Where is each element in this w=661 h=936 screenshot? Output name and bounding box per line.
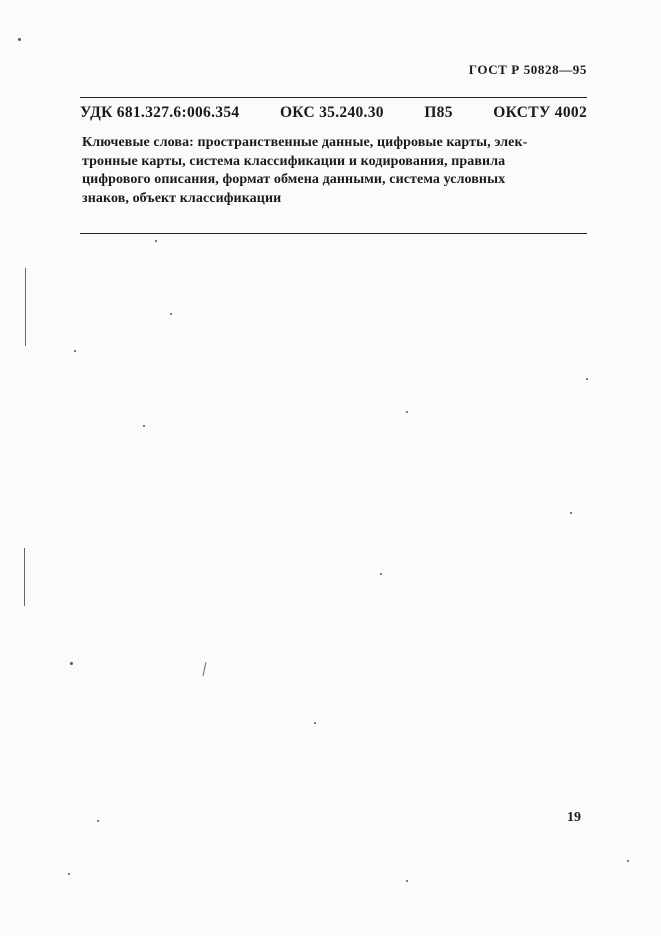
keywords-line: цифрового описания, формат обмена данными, система условных [82, 172, 506, 187]
oks-code: ОКС 35.240.30 [279, 104, 384, 121]
classification-codes [80, 104, 587, 122]
standard-reference: ГОСТ Р 50828—95 [468, 62, 587, 77]
group-code: П85 [424, 104, 453, 121]
keywords-paragraph [82, 134, 587, 208]
keywords-line: Ключевые слова: пространственные данные, цифровые карты, элек- [82, 135, 528, 150]
scan-artifact-line [24, 548, 25, 606]
top-rule [80, 97, 587, 98]
scan-artifact-line [25, 268, 26, 346]
keywords-line: тронные карты, система классификации и кодирования, правила [82, 153, 506, 169]
scan-speck [143, 425, 145, 427]
scan-speck [627, 860, 629, 862]
keywords-line: знаков, объект классификации [82, 190, 282, 206]
scan-speck [586, 378, 588, 380]
scan-speck [155, 240, 157, 242]
scan-speck [97, 820, 99, 822]
udk-code: УДК 681.327.6:006.354 [80, 104, 240, 121]
scan-artifact-line [203, 662, 207, 676]
page-number: 19 [567, 810, 581, 825]
scan-speck [406, 880, 408, 882]
scan-speck [68, 873, 70, 875]
scan-speck [170, 313, 172, 315]
scan-speck [380, 573, 382, 575]
scan-speck [74, 350, 76, 352]
scan-speck [18, 38, 21, 41]
scan-speck [314, 722, 316, 724]
okstu-code: ОКСТУ 4002 [493, 104, 587, 121]
scan-speck [406, 411, 408, 413]
scan-speck [570, 512, 572, 514]
bottom-rule [80, 233, 587, 234]
scan-speck [70, 662, 73, 665]
